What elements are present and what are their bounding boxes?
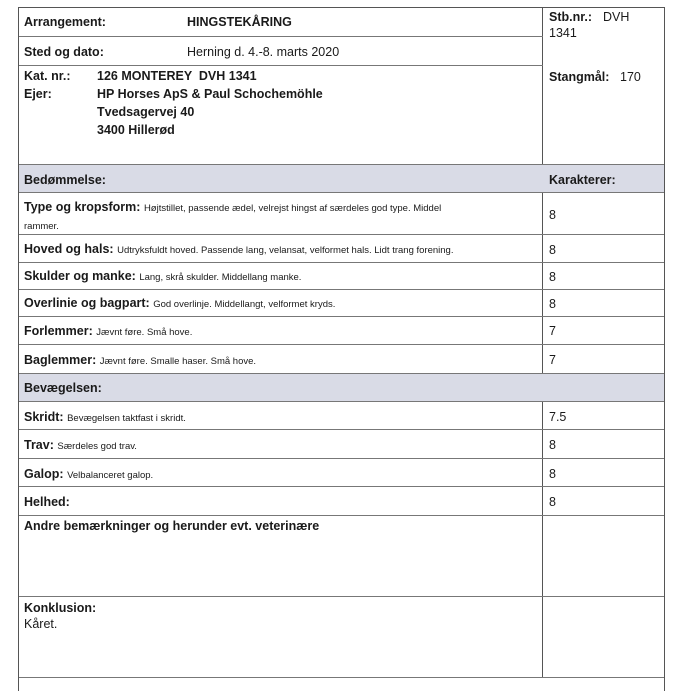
grade-row [19,193,664,235]
remarks-title: Andre bemærkninger og herunder evt. veterinære [24,519,320,533]
grade-comment: Højtstillet, passende ædel, velrejst hingst af særdeles god type. Middel [143,203,442,214]
owner-row [19,66,664,165]
grade-row [19,317,664,345]
bevaegelsen-header [19,374,664,402]
conclusion-row [19,597,664,678]
arrangement-value: HINGSTEKÅRING [187,15,292,29]
stangmaal-value: 170 [620,70,641,84]
grade-comment: God overlinje. Middellangt, velformet kryds. [153,299,336,310]
grade-value: 8 [549,297,556,311]
bottom-strip [19,678,664,692]
movement-grade: 8 [549,495,556,509]
movement-row [19,459,664,487]
grade-value: 7 [549,324,556,338]
conclusion-text: Kåret. [24,617,58,631]
stbnr-value: DVH [603,10,630,24]
stbnr-label: Stb.nr.: [549,10,593,24]
movement-comment: Velbalanceret galop. [67,470,154,481]
movement-grade: 8 [549,438,556,452]
grade-row [19,345,664,374]
movement-row [19,487,664,516]
stangmaal-label: Stangmål: [549,70,610,84]
ejer-line2: Tvedsagervej 40 [97,105,195,119]
conclusion-title: Konklusion: [24,601,97,615]
remarks-row [19,516,664,597]
grade-label: Baglemmer: [24,353,97,367]
bedommelse-header [19,165,664,193]
bedommelse-title: Bedømmelse: [24,173,106,187]
movement-row [19,430,664,459]
ejer-line3: 3400 Hillerød [97,123,175,137]
grade-label: Overlinie og bagpart: [24,296,150,310]
movement-comment: Bevægelsen taktfast i skridt. [67,413,186,424]
grade-label: Skulder og manke: [24,269,136,283]
grade-comment: Lang, skrå skulder. Middellang manke. [139,272,302,283]
grade-row [19,263,664,290]
ejer-line1: HP Horses ApS & Paul Schochemöhle [97,87,323,101]
grade-label: Type og kropsform: [24,200,141,214]
arrangement-label: Arrangement: [24,15,106,29]
grade-row [19,235,664,263]
movement-label: Skridt: [24,410,64,424]
grade-value: 8 [549,243,556,257]
movement-row [19,402,664,430]
grade-value: 7 [549,353,556,367]
grade-row [19,290,664,317]
grade-value: 8 [549,208,556,222]
katnr-value: 126 MONTEREY DVH 1341 [97,69,257,83]
sted-label: Sted og dato: [24,45,104,59]
movement-label: Galop: [24,467,64,481]
katnr-label: Kat. nr.: [24,69,71,83]
movement-label: Trav: [24,438,54,452]
bevaegelsen-title: Bevægelsen: [24,381,102,395]
grade-comment-cont: rammer. [24,221,59,232]
grade-comment: Jævnt føre. Små hove. [96,327,193,338]
grade-value: 8 [549,270,556,284]
karakterer-title: Karakterer: [549,173,616,187]
stbnr-value-line2: 1341 [549,26,577,40]
movement-grade: 7.5 [549,410,567,424]
sted-value: Herning d. 4.-8. marts 2020 [187,45,340,59]
ejer-label: Ejer: [24,87,52,101]
stbnr-cell [543,8,664,66]
movement-label: Helhed: [24,495,70,509]
grade-label: Hoved og hals: [24,242,114,256]
stallion-evaluation-form [18,7,665,691]
movement-grade: 8 [549,467,556,481]
grade-comment: Jævnt føre. Smalle haser. Små hove. [99,356,257,367]
grade-label: Forlemmer: [24,324,93,338]
movement-comment: Særdeles god trav. [57,441,137,452]
grade-comment: Udtryksfuldt hoved. Passende lang, velansat, velformet hals. Lidt trang forening. [117,245,454,256]
